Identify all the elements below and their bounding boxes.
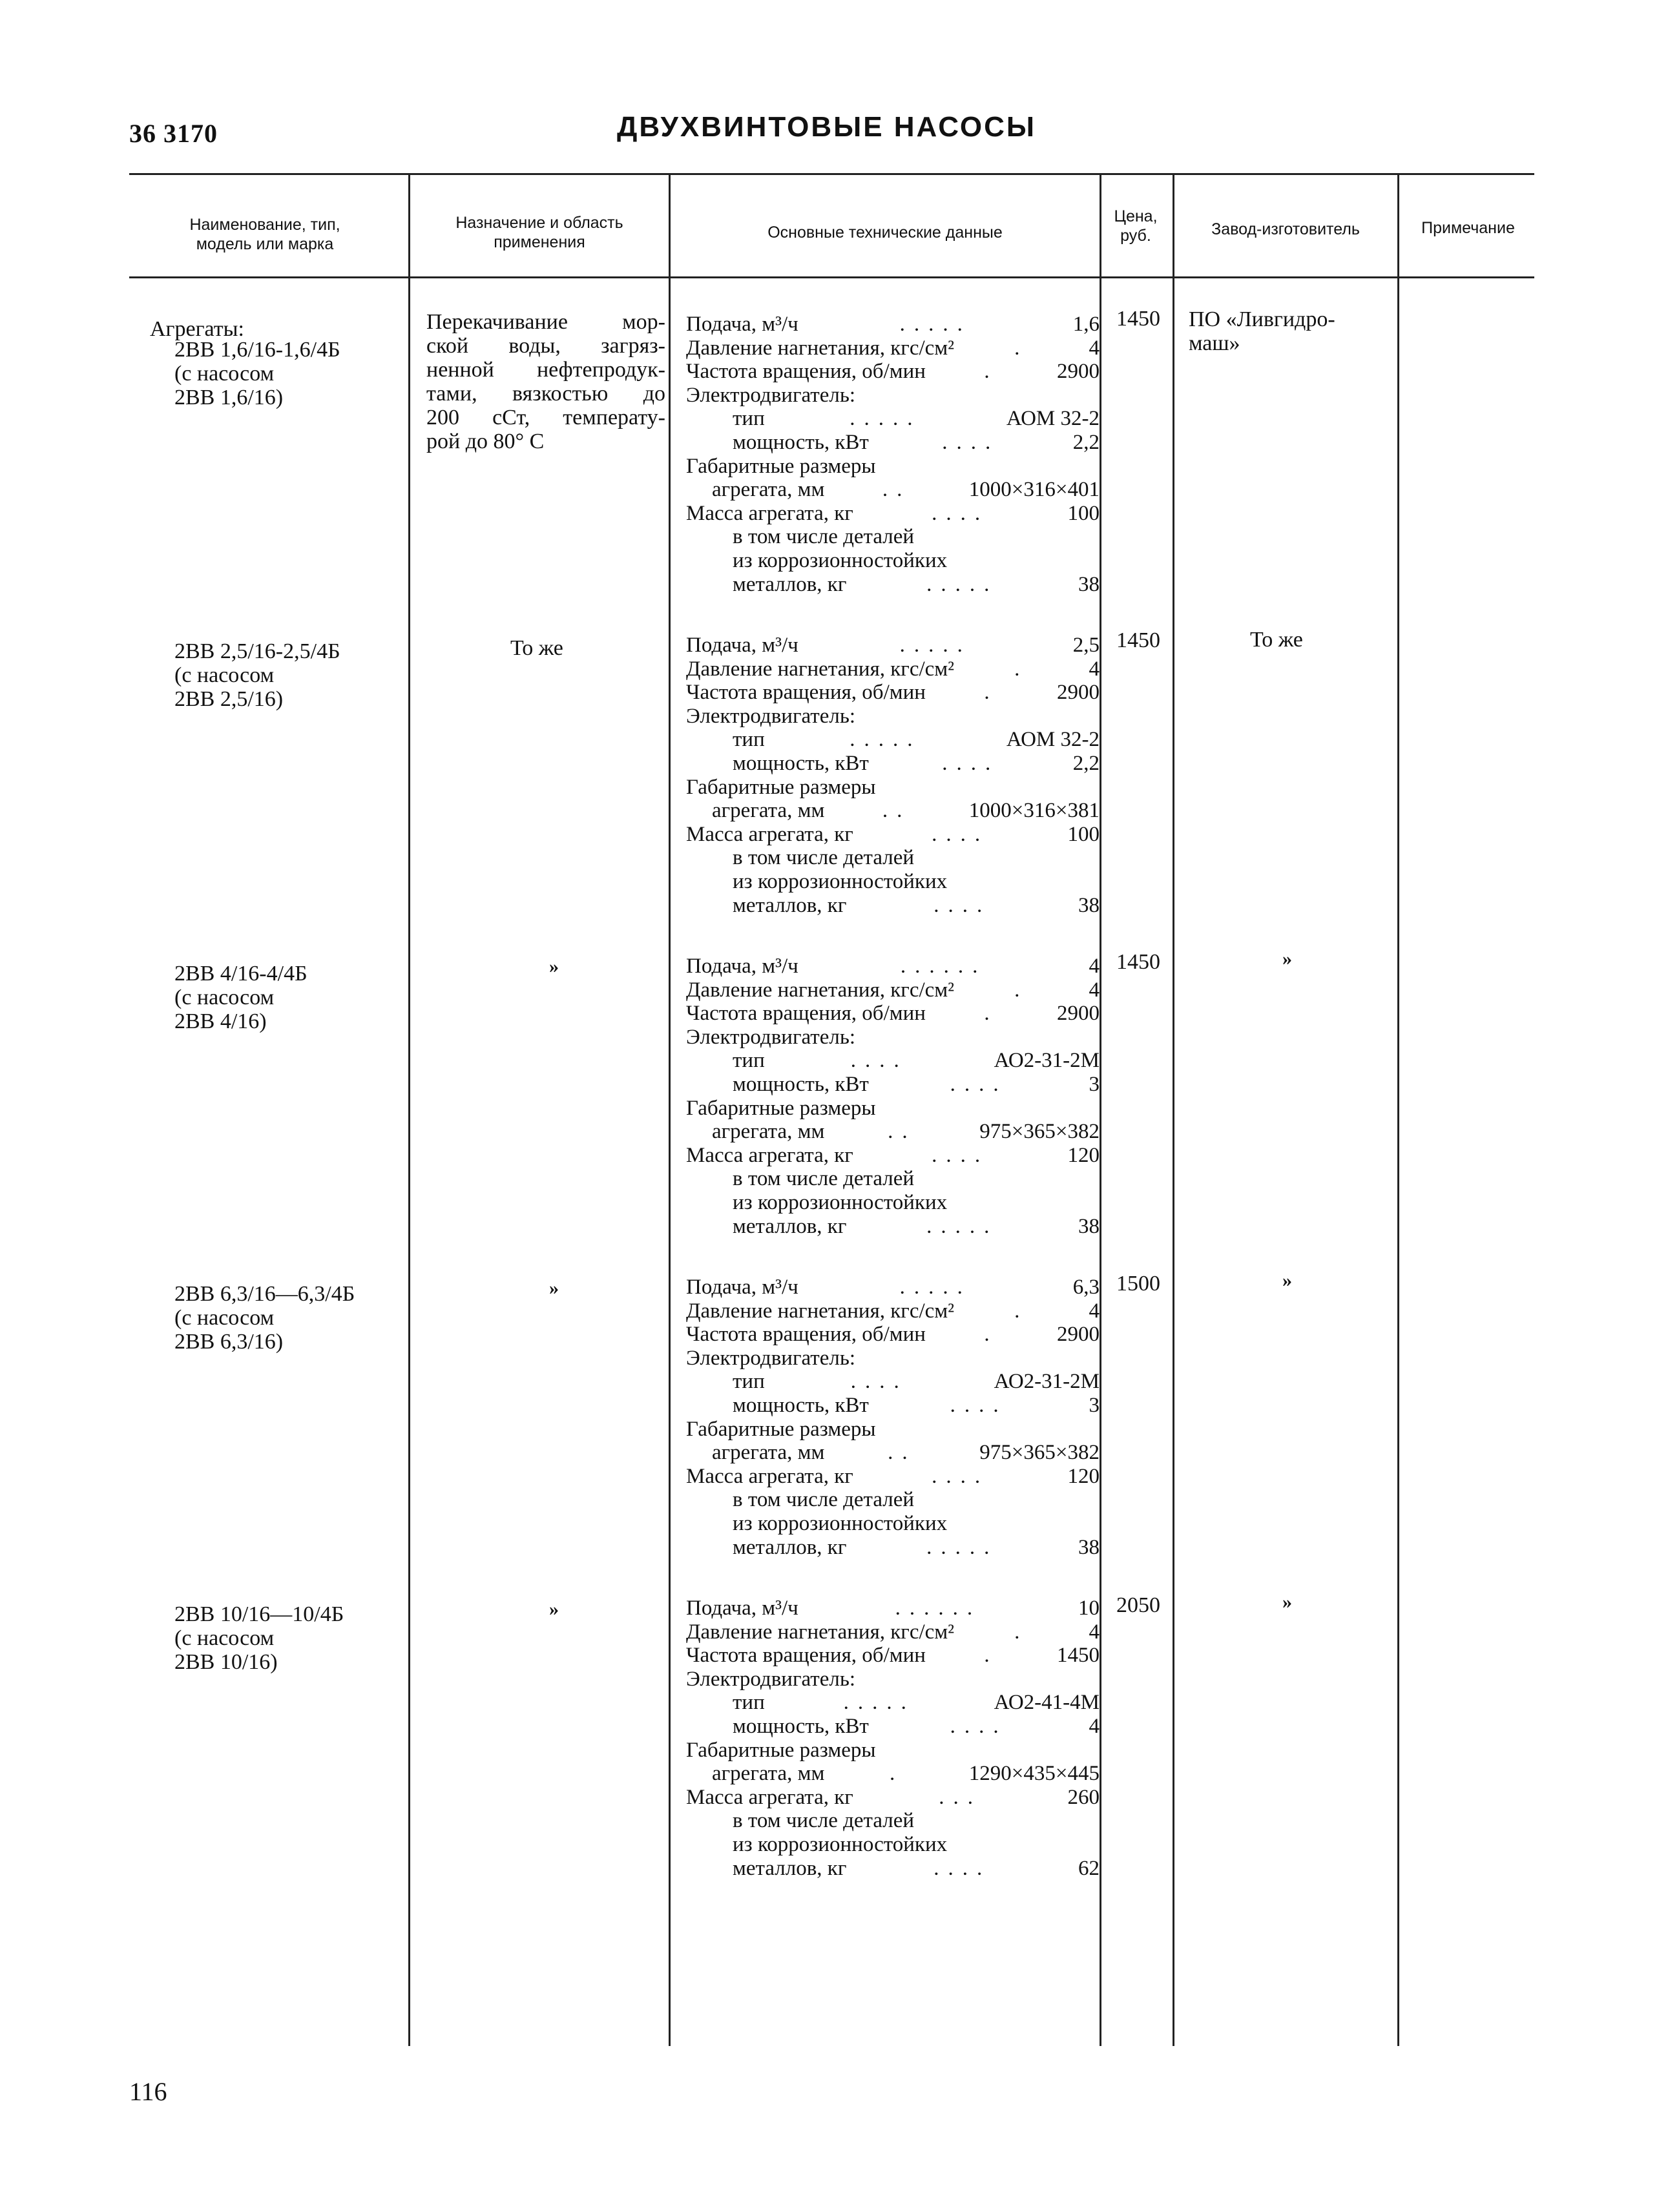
- column-header: Основные технические данные: [767, 223, 1003, 242]
- product-name: 2ВВ 1,6/16-1,6/4Б (с насосом 2ВВ 1,6/16): [174, 338, 340, 409]
- spec-block: Подача, м³/ч ..... 2,5 Давление нагнетания, кгс/см² . 4 Частота вращения, об/мин . 2900 Электродвигатель: тип ..... АОМ 32-2 мощность, кВт .... 2,2 Габаритные размеры агрегата, мм .. 1000×316×381 Масса агрегата, кг .... 100 в том числе деталей из коррозионностойких металлов, кг .... 38: [686, 634, 1100, 917]
- spec-block: Подача, м³/ч ..... 6,3 Давление нагнетания, кгс/см² . 4 Частота вращения, об/мин . 2900 Электродвигатель: тип .... АО2-31-2М мощность, кВт .... 3 Габаритные размеры агрегата, мм .. 975×365×382 Масса агрегата, кг .... 120 в том числе деталей из коррозионностойких металлов, кг ..... 38: [686, 1276, 1100, 1559]
- purpose-ditto: То же: [510, 636, 563, 660]
- column-divider: [1397, 173, 1399, 2046]
- spec-block: Подача, м³/ч ...... 10 Давление нагнетания, кгс/см² . 4 Частота вращения, об/мин . 1450 Электродвигатель: тип ..... АО2-41-4М мощность, кВт .... 4 Габаритные размеры агрегата, мм . 1290×435×445 Масса агрегата, кг ... 260 в том числе деталей из коррозионностойких металлов, кг .... 62: [686, 1597, 1100, 1880]
- spec-block: Подача, м³/ч ..... 1,6 Давление нагнетания, кгс/см² . 4 Частота вращения, об/мин . 2900 Электродвигатель: тип ..... АОМ 32-2 мощность, кВт .... 2,2 Габаритные размеры агрегата, мм .. 1000×316×401 Масса агрегата, кг .... 100 в том числе деталей из коррозионностойких металлов, кг ..... 38: [686, 313, 1100, 596]
- column-divider: [669, 173, 671, 2046]
- manufacturer: ПО «Ливгидро- маш»: [1189, 307, 1335, 355]
- ditto-mark: »: [1282, 1270, 1292, 1291]
- price-value: 1450: [1116, 950, 1160, 974]
- group-label: Агрегаты:: [150, 317, 244, 341]
- ditto-mark: »: [549, 1598, 559, 1620]
- column-header: Завод-изготовитель: [1211, 220, 1360, 238]
- purpose-text: Перекачивание мор- ской воды, загряз- ненной нефтепродук- тами, вязкостью до 200 сСт, температу- рой до 80° С: [426, 310, 665, 453]
- column-header: Цена, руб.: [1114, 207, 1158, 245]
- column-divider: [1173, 173, 1174, 2046]
- page-title: ДВУХВИНТОВЫЕ НАСОСЫ: [617, 111, 1036, 143]
- column-divider: [408, 173, 410, 2046]
- ditto-mark: »: [549, 956, 559, 977]
- column-header: Примечание: [1421, 219, 1515, 237]
- page-code: 36 3170: [129, 119, 218, 148]
- product-name: 2ВВ 2,5/16-2,5/4Б (с насосом 2ВВ 2,5/16): [174, 639, 340, 711]
- page-number: 116: [129, 2077, 167, 2106]
- price-value: 1450: [1116, 628, 1160, 652]
- price-value: 2050: [1116, 1593, 1160, 1617]
- spec-block: Подача, м³/ч ...... 4 Давление нагнетания, кгс/см² . 4 Частота вращения, об/мин . 2900 Электродвигатель: тип .... АО2-31-2М мощность, кВт .... 3 Габаритные размеры агрегата, мм .. 975×365×382 Масса агрегата, кг .... 120 в том числе деталей из коррозионностойких металлов, кг ..... 38: [686, 955, 1100, 1238]
- table-header-rule: [129, 276, 1534, 278]
- column-divider: [1100, 173, 1101, 2046]
- product-name: 2ВВ 6,3/16—6,3/4Б (с насосом 2ВВ 6,3/16): [174, 1282, 355, 1354]
- product-name: 2ВВ 4/16-4/4Б (с насосом 2ВВ 4/16): [174, 962, 308, 1033]
- product-name: 2ВВ 10/16—10/4Б (с насосом 2ВВ 10/16): [174, 1602, 344, 1674]
- column-header: Назначение и область применения: [455, 214, 623, 251]
- ditto-mark: »: [549, 1277, 559, 1299]
- table-top-rule: [129, 173, 1534, 175]
- ditto-mark: »: [1282, 948, 1292, 969]
- ditto-mark: »: [1282, 1591, 1292, 1613]
- manufacturer-ditto: То же: [1250, 628, 1303, 652]
- price-value: 1450: [1116, 307, 1160, 331]
- column-header: Наименование, тип, модель или марка: [189, 216, 340, 253]
- price-value: 1500: [1116, 1272, 1160, 1296]
